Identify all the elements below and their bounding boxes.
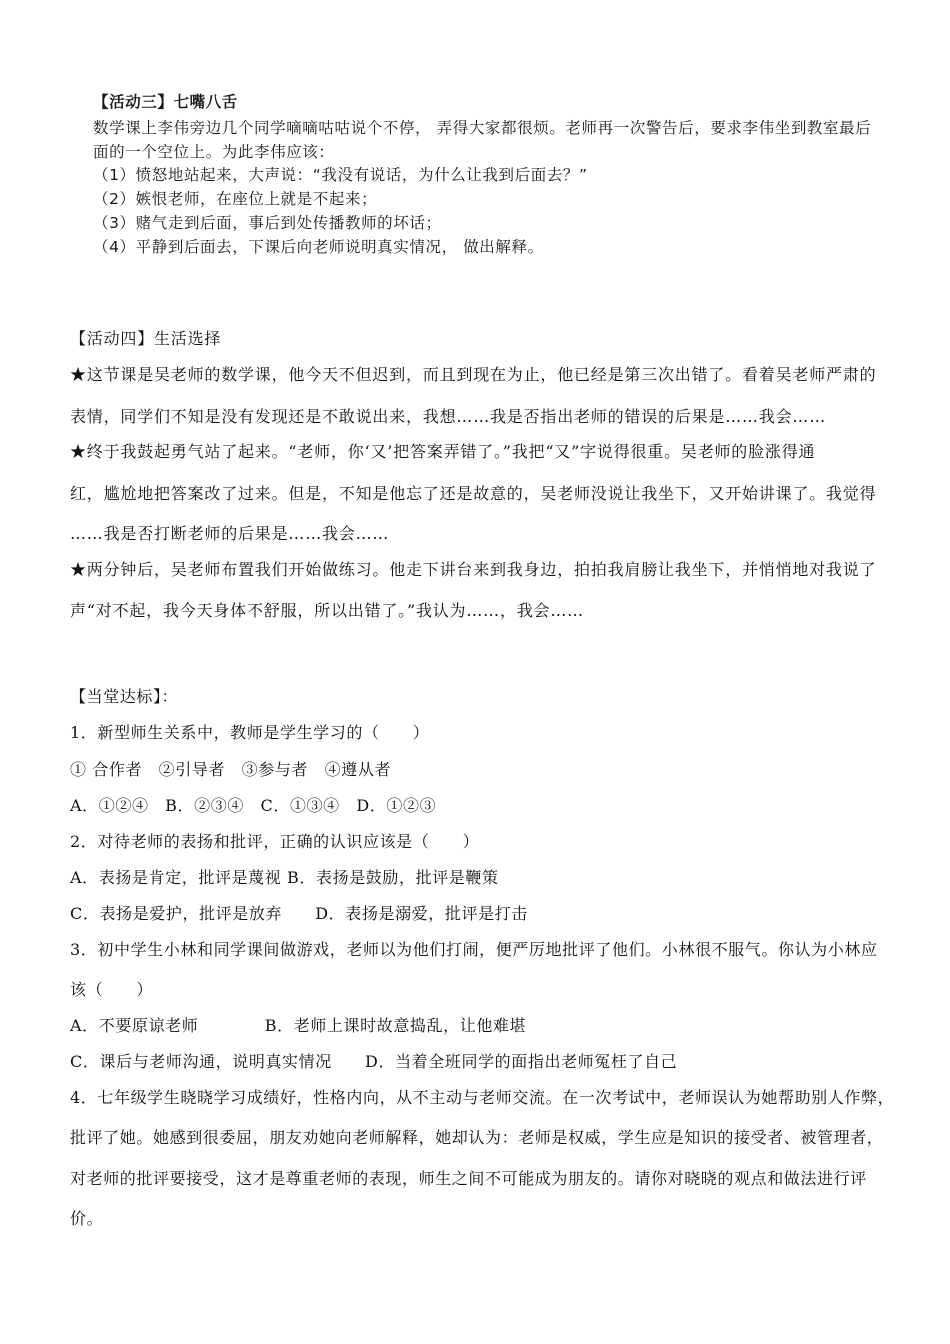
activity-4-paragraph-2: ……我是否打断老师的后果是……我会…… (70, 524, 390, 543)
question-1: 1．新型师生关系中，教师是学生学习的（ ） (70, 723, 430, 742)
activity-4-title: 【活动四】生活选择 (70, 329, 222, 348)
question-4: 4．七年级学生晓晓学习成绩好，性格内向，从不主动与老师交流。在一次考试中，老师误认为她帮助别人作弊， (70, 1088, 895, 1107)
question-1-items: ① 合作者 ②引导者 ③参与者 ④遵从者 (70, 760, 392, 779)
question-4: 批评了她。她感到很委屈，朋友劝她向老师解释，她却认为：老师是权威，学生应是知识的接受者、被管理者， (70, 1128, 884, 1147)
question-3-options-cd: C．课后与老师沟通，说明真实情况 D．当着全班同学的面指出老师冤枉了自己 (70, 1052, 678, 1071)
quiz-title: 【当堂达标】： (70, 687, 179, 706)
activity-3-paragraph-line: 面的一个空位上。为此李伟应该： (93, 143, 335, 161)
activity-3-option-1: （1）愤怒地站起来，大声说：“我没有说话，为什么让我到后面去？” (93, 166, 588, 184)
activity-4-paragraph-3: ★两分钟后，吴老师布置我们开始做练习。他走下讲台来到我身边，拍拍我肩膀让我坐下，并悄悄地对我说了 (70, 560, 877, 579)
question-2-options-ab: A．表扬是肯定，批评是蔑视 B．表扬是鼓励，批评是鞭策 (70, 868, 499, 887)
activity-4-paragraph-2: 红，尴尬地把答案改了过来。但是，不知是他忘了还是故意的，吴老师没说让我坐下，又开始讲课了。我觉得 (70, 484, 877, 503)
activity-4-paragraph-1: ★这节课是吴老师的数学课，他今天不但迟到，而且到现在为止，他已经是第三次出错了。看着吴老师严肃的 (70, 365, 877, 384)
question-3: 该（ ） (70, 980, 154, 999)
activity-3-option-4: （4）平静到后面去，下课后向老师说明真实情况， 做出解释。 (93, 238, 544, 256)
activity-3-option-2: （2）嫉恨老师，在座位上就是不起来； (93, 190, 378, 208)
activity-4-paragraph-2: ★终于我鼓起勇气站了起来。“老师，你‘又’把答案弄错了。”我把“又”字说得很重。吴老师的脸涨得通 (70, 442, 816, 461)
question-2: 2．对待老师的表扬和批评，正确的认识应该是（ ） (70, 832, 480, 851)
activity-3-option-3: （3）赌气走到后面，事后到处传播教师的坏话； (93, 214, 442, 232)
activity-3-title: 【活动三】七嘴八舌 (93, 93, 238, 111)
question-2-options-cd: C．表扬是爱护，批评是放弃 D．表扬是溺爱，批评是打击 (70, 904, 528, 923)
activity-3-paragraph-line: 数学课上李伟旁边几个同学嘀嘀咕咕说个不停， 弄得大家都很烦。老师再一次警告后，要求李伟坐到教室最后 (93, 119, 872, 137)
activity-4-paragraph-3: 声“对不起，我今天身体不舒服，所以出错了。”我认为……，我会…… (70, 601, 584, 620)
question-3: 3．初中学生小林和同学课间做游戏，老师以为他们打闹，便严厉地批评了他们。小林很不服气。你认为小林应 (70, 940, 878, 959)
question-1-options: A．①②④ B．②③④ C．①③④ D．①②③ (70, 796, 437, 815)
question-4: 价。 (70, 1209, 104, 1228)
question-3-options-ab: A．不要原谅老师 B．老师上课时故意捣乱，让他难堪 (70, 1016, 527, 1035)
question-4: 对老师的批评要接受，这才是尊重老师的表现，师生之间不可能成为朋友的。请你对晓晓的观点和做法进行评 (70, 1169, 867, 1188)
activity-4-paragraph-1: 表情，同学们不知是没有发现还是不敢说出来，我想……我是否指出老师的错误的后果是……我会…… (70, 407, 827, 426)
